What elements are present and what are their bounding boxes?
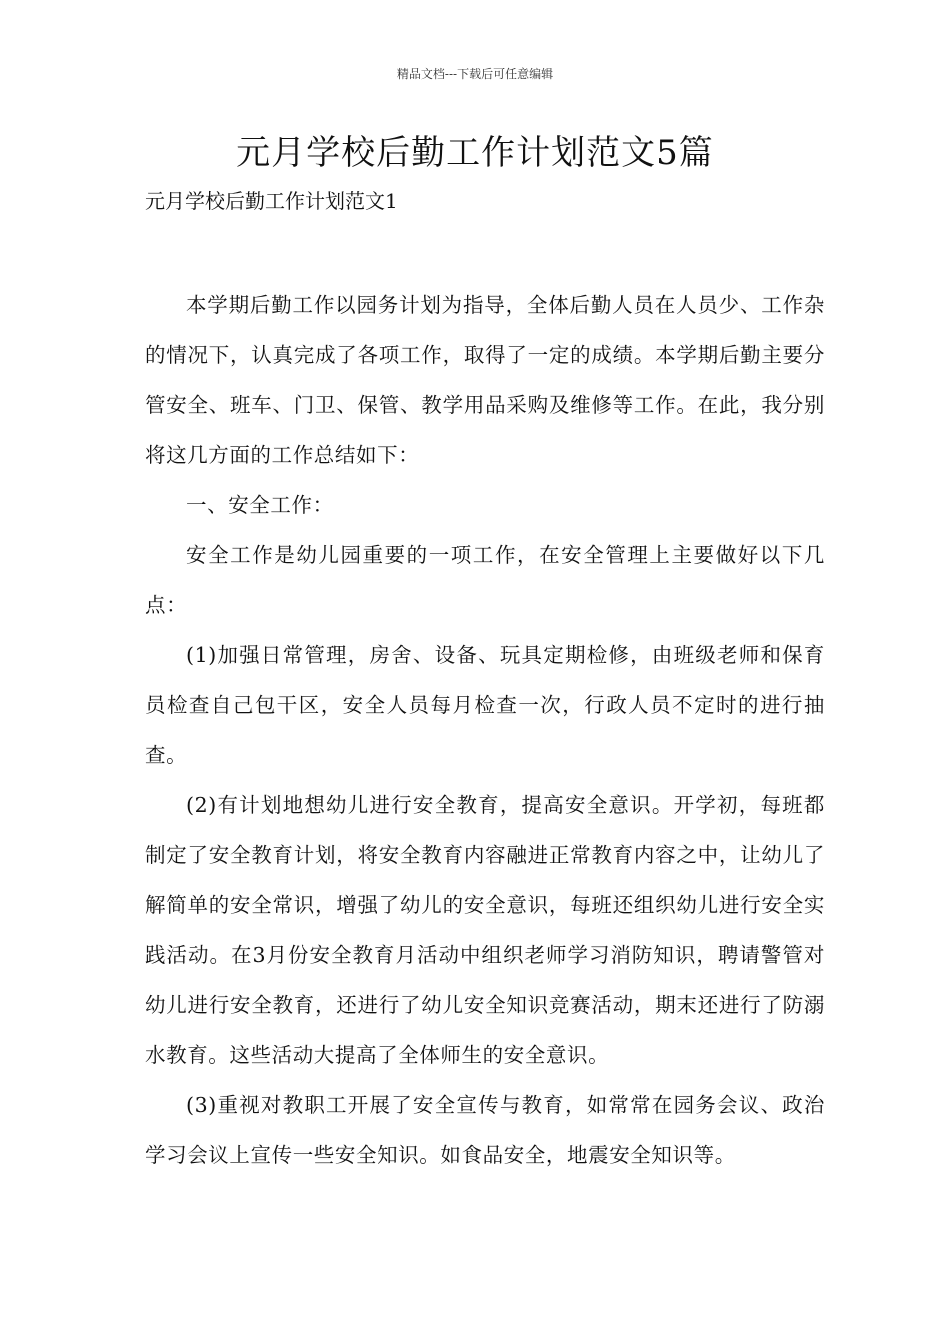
- paragraph-intro: 本学期后勤工作以园务计划为指导，全体后勤人员在人员少、工作杂的情况下，认真完成了各项工作，取得了一定的成绩。本学期后勤主要分管安全、班车、门卫、保管、教学用品采购及维修等工作。在此，我分别将这几方面的工作总结如下：: [145, 293, 825, 467]
- document-title: 元月学校后勤工作计划范文5篇: [236, 133, 714, 173]
- document-subtitle: 元月学校后勤工作计划范文1: [145, 189, 398, 213]
- paragraph-safety-item-2: (2)有计划地想幼儿进行安全教育，提高安全意识。开学初，每班都制定了安全教育计划，将安全教育内容融进正常教育内容之中，让幼儿了解简单的安全常识，增强了幼儿的安全意识，每班还组织幼儿进行安全实践活动。在3月份安全教育月活动中组织老师学习消防知识，聘请警管对幼儿进行安全教育，还进行了幼儿安全知识竞赛活动，期末还进行了防溺水教育。这些活动大提高了全体师生的安全意识。: [145, 793, 825, 1067]
- paragraph-safety-item-3: (3)重视对教职工开展了安全宣传与教育，如常常在园务会议、政治学习会议上宣传一些安全知识。如食品安全，地震安全知识等。: [145, 1093, 825, 1167]
- document-body: [145, 280, 825, 1180]
- page-header: 精品文档---下载后可任意编辑: [396, 67, 554, 81]
- paragraph-safety-overview: 安全工作是幼儿园重要的一项工作，在安全管理上主要做好以下几点：: [145, 543, 825, 617]
- paragraph-safety-item-1: (1)加强日常管理，房舍、设备、玩具定期检修，由班级老师和保育员检查自己包干区，安全人员每月检查一次，行政人员不定时的进行抽查。: [145, 643, 825, 767]
- section-heading-safety: 一、安全工作：: [186, 493, 334, 517]
